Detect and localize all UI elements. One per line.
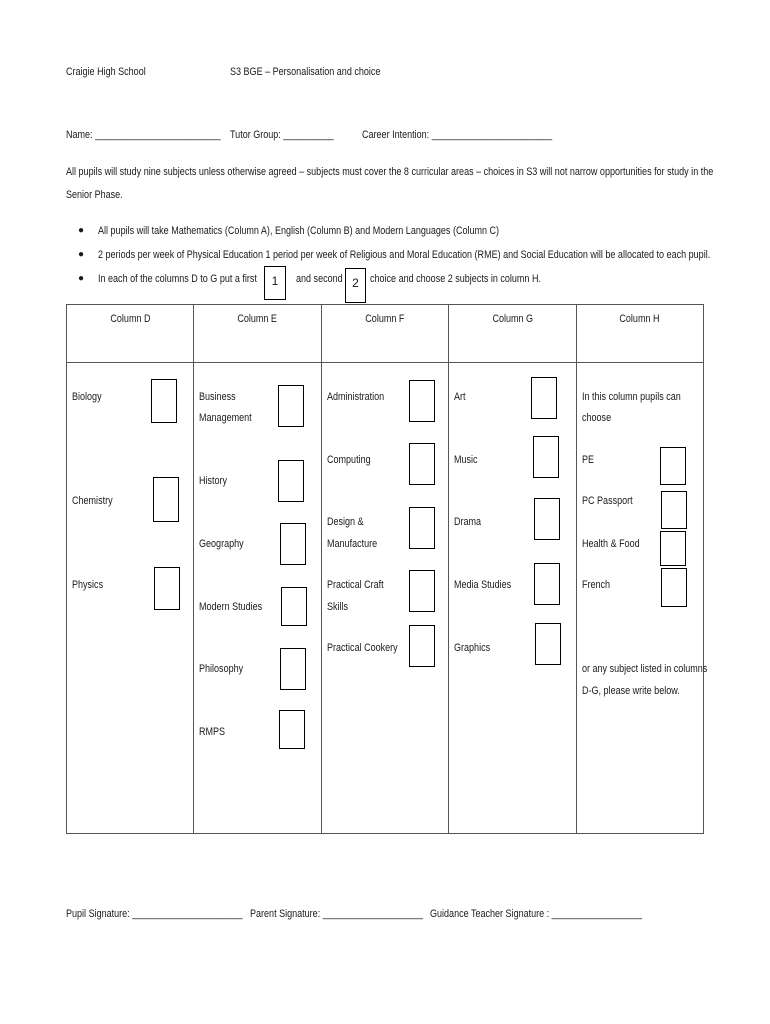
column-h-header: Column H xyxy=(576,305,703,363)
subject-label-practical-cookery: Practical Cookery xyxy=(326,642,398,654)
table-body-row xyxy=(67,363,704,834)
subject-label-geography: Geography xyxy=(199,538,245,550)
column-e-header: Column E xyxy=(194,305,321,363)
choice-box-practical-cookery[interactable] xyxy=(409,625,435,667)
career-intention-field[interactable]: Career Intention: ________________________ xyxy=(362,129,553,141)
column-d-header: Column D xyxy=(67,305,194,363)
subject-label-skills: Skills xyxy=(326,601,348,613)
parent-signature-field[interactable]: Parent Signature: ____________________ xyxy=(250,908,424,920)
subject-label-physics: Physics xyxy=(72,579,104,591)
table-header-row xyxy=(67,305,704,363)
column-h-cell xyxy=(576,363,707,834)
subject-label-manufacture: Manufacture xyxy=(326,538,377,550)
subject-label-pe: PE xyxy=(581,454,594,466)
second-choice-sample-box: 2 xyxy=(345,268,366,303)
column-h-other-note-cont: D-G, please write below. xyxy=(581,685,680,697)
tutor-group-field[interactable]: Tutor Group: __________ xyxy=(230,129,334,141)
subject-label-graphics: Graphics xyxy=(454,642,491,654)
subject-label-drama: Drama xyxy=(454,516,482,528)
bullet-dot-icon: ● xyxy=(78,273,85,284)
choice-box-computing[interactable] xyxy=(409,443,435,485)
choice-box-pe[interactable] xyxy=(660,447,686,485)
column-d-cell xyxy=(67,363,194,834)
guidance-teacher-signature-field[interactable]: Guidance Teacher Signature : __________________ xyxy=(430,908,642,920)
subject-label-practical-craft: Practical Craft xyxy=(326,579,384,591)
choice-box-french[interactable] xyxy=(661,568,687,607)
subject-label-computing: Computing xyxy=(326,454,371,466)
choice-box-business-management[interactable] xyxy=(278,385,304,427)
column-f-header: Column F xyxy=(321,305,448,363)
subject-label-pc-passport: PC Passport xyxy=(581,495,633,507)
choice-box-philosophy[interactable] xyxy=(280,648,306,690)
column-g-cell xyxy=(449,363,576,834)
column-h-note-cont: choose xyxy=(581,412,611,424)
options-table xyxy=(66,304,707,834)
column-h-other-note: or any subject listed in columns xyxy=(581,663,707,675)
choice-instruction-text: choice and choose 2 subjects in column H. xyxy=(370,273,541,285)
subject-label-philosophy: Philosophy xyxy=(199,663,244,675)
choice-box-design-manufacture[interactable] xyxy=(409,507,435,549)
column-f-cell xyxy=(321,363,448,834)
choice-box-modern-studies[interactable] xyxy=(281,587,307,626)
choice-box-chemistry[interactable] xyxy=(153,477,179,522)
intro-paragraph: All pupils will study nine subjects unless otherwise agreed – subjects must cover the 8 curricular areas – choices in S3 will not narrow opportunities for study in the Senior Phase. xyxy=(66,166,714,201)
subject-label-health-food: Health & Food xyxy=(581,538,640,550)
school-name: Craigie High School xyxy=(66,66,146,78)
subject-label-biology: Biology xyxy=(72,391,102,403)
choice-box-graphics[interactable] xyxy=(535,623,561,665)
choice-box-history[interactable] xyxy=(278,460,304,502)
choice-box-biology[interactable] xyxy=(151,379,177,423)
choice-box-physics[interactable] xyxy=(154,567,180,610)
and-second-label: and second xyxy=(296,273,343,285)
choice-box-media-studies[interactable] xyxy=(534,563,560,605)
subject-label-rmps: RMPS xyxy=(199,726,226,738)
subject-label-art: Art xyxy=(454,391,466,403)
choice-box-drama[interactable] xyxy=(534,498,560,540)
bullet-dot-icon: ● xyxy=(78,249,85,260)
subject-label-media-studies: Media Studies xyxy=(454,579,512,591)
subject-label-modern-studies: Modern Studies xyxy=(199,601,263,613)
subject-label-french: French xyxy=(581,579,610,591)
name-field[interactable]: Name: _________________________ xyxy=(66,129,221,141)
subject-label-chemistry: Chemistry xyxy=(72,495,113,507)
first-choice-sample-box: 1 xyxy=(264,266,286,300)
bullet-dot-icon: ● xyxy=(78,225,85,236)
choice-box-pc-passport[interactable] xyxy=(661,491,687,529)
choice-box-art[interactable] xyxy=(531,377,557,419)
column-e-cell xyxy=(194,363,321,834)
column-g-header: Column G xyxy=(449,305,576,363)
subject-label-history: History xyxy=(199,475,228,487)
choice-box-administration[interactable] xyxy=(409,380,435,422)
pupil-signature-field[interactable]: Pupil Signature: ______________________ xyxy=(66,908,243,920)
subject-label-management: Management xyxy=(199,412,253,424)
choice-box-practical-craft-skills[interactable] xyxy=(409,570,435,612)
choice-box-music[interactable] xyxy=(533,436,559,478)
subject-label-music: Music xyxy=(454,454,478,466)
choice-box-health-food[interactable] xyxy=(660,531,686,566)
column-h-note: In this column pupils can xyxy=(581,391,681,403)
subject-label-administration: Administration xyxy=(326,391,384,403)
subject-label-business: Business xyxy=(199,391,236,403)
choice-box-geography[interactable] xyxy=(280,523,306,565)
choice-box-rmps[interactable] xyxy=(279,710,305,749)
subject-label-design: Design & xyxy=(326,516,364,528)
page-title: S3 BGE – Personalisation and choice xyxy=(230,66,381,78)
